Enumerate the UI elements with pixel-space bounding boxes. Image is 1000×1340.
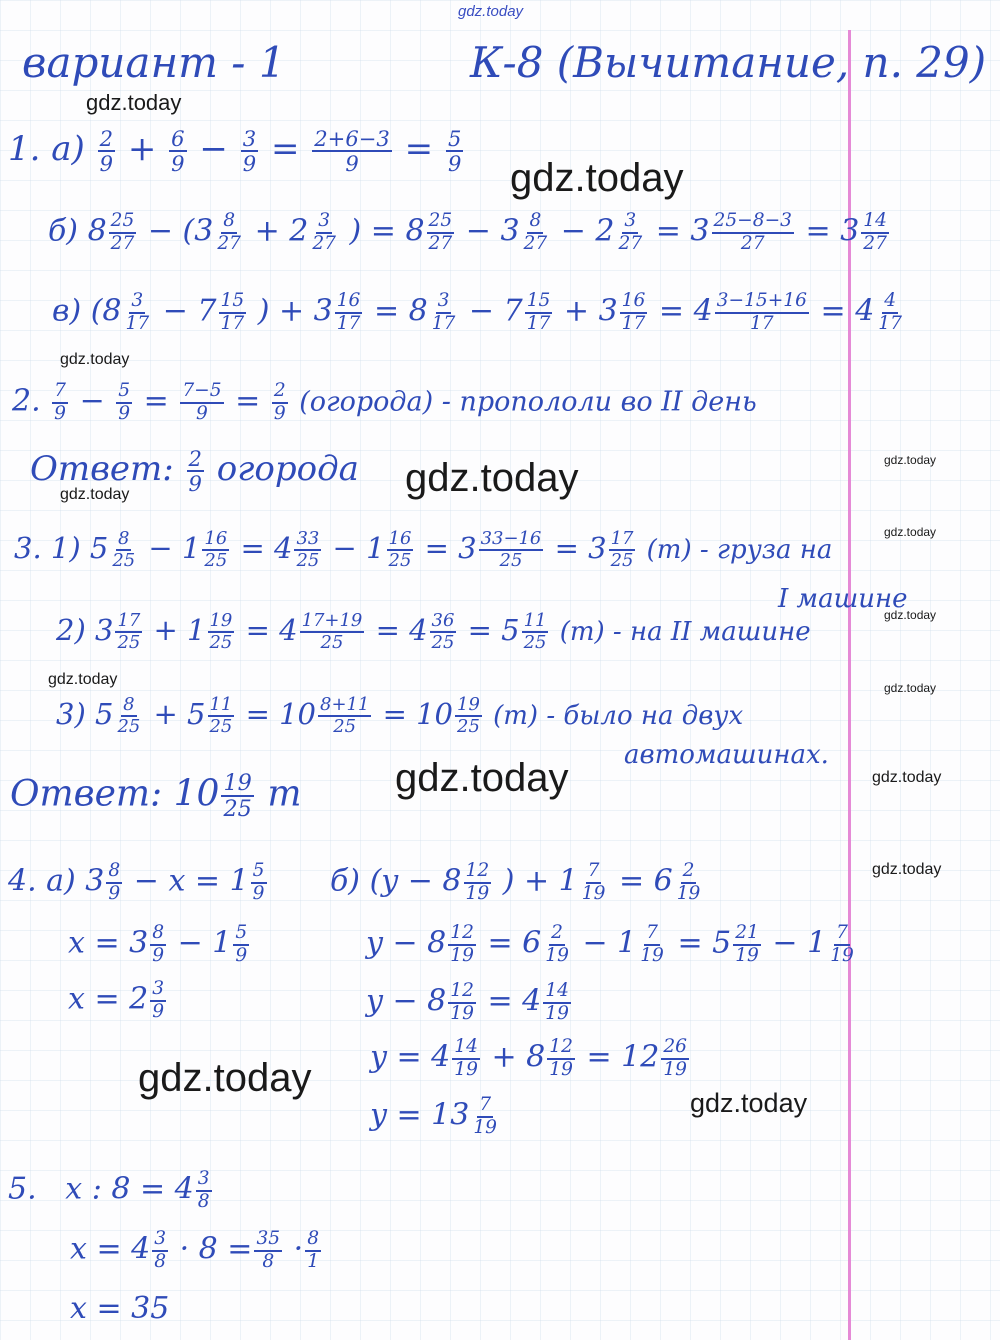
fraction: $\frac{8}{1}$ (307, 1228, 320, 1272)
fraction: $\frac{2}{19}$ (676, 860, 701, 904)
watermark: gdz.today (884, 525, 937, 539)
fraction: $\frac{8}{9}$ (152, 922, 165, 966)
task5-line2: x = 4 $\frac{3}{8}$ · 8 = $\frac{35}{8}$ · $\frac{8}{1}$ (70, 1228, 320, 1272)
task1-c-line: в) (8 $\frac{3}{17}$ − 7 $\frac{15}{17}$ ) + 3 $\frac{16}{17}$ = 8 $\frac{3}{17}$ − 7 $\frac{15}{17}$ + 3 $\frac{16}{17}$ = 4 $\frac{3-15+16}{17}$ = 4 $\frac{4}{17}$ (52, 290, 902, 334)
task4-b-line4: y = 4 $\frac{14}{19}$ + 8 $\frac{12}{19}$ = 12 $\frac{26}{19}$ (370, 1036, 687, 1080)
fraction: $\frac{35}{8}$ (256, 1228, 281, 1272)
watermark: gdz.today (60, 351, 130, 368)
watermark: gdz.today (872, 769, 942, 786)
fraction: $\frac{5}{9}$ (252, 860, 265, 904)
watermark: gdz.today (138, 1056, 312, 1100)
task1-b-line: б) 8 $\frac{25}{27}$ − (3 $\frac{8}{27}$ + 2 $\frac{3}{27}$ ) = 8 $\frac{25}{27}$ − 3 $\frac{8}{27}$ − 2 $\frac{3}{27}$ = 3 $\frac{25-8-3}{27}$ = 3 $\frac{14}{27}$ (48, 210, 887, 254)
watermark: gdz.today (690, 1088, 808, 1118)
watermark: gdz.today (884, 681, 937, 695)
task4-b-line3: y − 8 $\frac{12}{19}$ = 4 $\frac{14}{19}$ (366, 980, 569, 1024)
fraction: $\frac{8}{27}$ (217, 210, 242, 254)
fraction: $\frac{5}{9}$ (235, 922, 248, 966)
fraction: $\frac{3}{27}$ (312, 210, 336, 254)
task2-line: 2. $\frac{7}{9}$ − $\frac{5}{9}$ = $\frac{7-5}{9}$ = $\frac{2}{9}$ (огорода) - пропололи во II день (12, 380, 757, 424)
fraction: $\frac{3}{17}$ (125, 290, 150, 334)
fraction: $\frac{2}{9}$ (273, 380, 286, 424)
fraction: $\frac{5}{9}$ (447, 126, 462, 177)
fraction: $\frac{2}{9}$ (188, 446, 202, 497)
task3-line3: 3) 5 $\frac{8}{25}$ + 5 $\frac{11}{25}$ = 10 $\frac{8+11}{25}$ = 10 $\frac{19}{25}$ (т) - было на двух (56, 694, 744, 737)
task-label: 1. а) (8, 129, 85, 170)
fraction: $\frac{17}{25}$ (610, 528, 634, 571)
task2-answer: Ответ: $\frac{2}{9}$ огорода (30, 446, 359, 497)
fraction: $\frac{11}{25}$ (209, 694, 233, 737)
fraction: $\frac{8}{9}$ (108, 860, 121, 904)
fraction: $\frac{25}{27}$ (110, 210, 135, 254)
fraction: $\frac{12}{19}$ (450, 922, 474, 966)
task3-line3-cont: автомашинах. (624, 740, 829, 770)
fraction: $\frac{7}{19}$ (473, 1094, 498, 1138)
fraction: $\frac{2}{19}$ (545, 922, 569, 966)
fraction: $\frac{15}{17}$ (526, 290, 551, 334)
task5-line1: 5. x : 8 = 4 $\frac{3}{8}$ (8, 1168, 210, 1212)
fraction: $\frac{19}{25}$ (457, 694, 480, 737)
fraction: $\frac{3}{9}$ (242, 126, 257, 177)
task1-a-line: 1. а) $\frac{2}{9}$ + $\frac{6}{9}$ − $\frac{3}{9}$ = $\frac{2+6-3}{9}$ = $\frac{5}{9}$ (8, 126, 462, 177)
fraction: $\frac{6}{9}$ (171, 126, 185, 177)
task3-line1-cont: I машине (778, 584, 908, 614)
fraction: $\frac{12}{19}$ (549, 1036, 573, 1080)
fraction: $\frac{14}{27}$ (863, 210, 887, 254)
watermark: gdz.today (872, 861, 942, 878)
fraction: $\frac{3}{8}$ (197, 1168, 210, 1212)
fraction: $\frac{12}{19}$ (450, 980, 474, 1024)
fraction: $\frac{8+11}{25}$ (320, 694, 370, 737)
fraction: $\frac{8}{27}$ (523, 210, 548, 254)
fraction: $\frac{3}{17}$ (431, 290, 456, 334)
task4-b-line2: y − 8 $\frac{12}{19}$ = 6 $\frac{2}{19}$ − 1 $\frac{7}{19}$ = 5 $\frac{21}{19}$ − 1 $\frac{7}{19}$ (366, 922, 854, 966)
work-title: К-8 (Вычитание, п. 29) (470, 38, 987, 87)
fraction: $\frac{3-15+16}{17}$ (716, 290, 807, 334)
task3-answer: Ответ: 10 $\frac{19}{25}$ т (10, 770, 302, 823)
task3-line2: 2) 3 $\frac{17}{25}$ + 1 $\frac{19}{25}$ = 4 $\frac{17+19}{25}$ = 4 $\frac{36}{25}$ = 5 $\frac{11}{25}$ (т) - на II машине (56, 610, 811, 653)
fraction: $\frac{11}{25}$ (523, 610, 547, 653)
watermark: gdz.today (405, 456, 579, 500)
fraction: $\frac{16}{17}$ (336, 290, 361, 334)
fraction: $\frac{3}{9}$ (152, 978, 165, 1022)
fraction: $\frac{16}{25}$ (388, 528, 412, 571)
fraction: $\frac{26}{19}$ (663, 1036, 687, 1080)
fraction: $\frac{19}{25}$ (209, 610, 233, 653)
fraction: $\frac{17+19}{25}$ (301, 610, 363, 653)
fraction: $\frac{12}{19}$ (465, 860, 490, 904)
watermark: gdz.today (86, 90, 182, 115)
fraction: $\frac{8}{25}$ (117, 694, 141, 737)
fraction: $\frac{2+6-3}{9}$ (314, 126, 390, 177)
watermark: gdz.today (884, 608, 937, 622)
watermark: gdz.today (60, 486, 130, 503)
fraction: $\frac{3}{8}$ (154, 1228, 167, 1272)
watermark: gdz.today (884, 453, 937, 467)
variant-title: вариант - 1 (22, 38, 286, 87)
task4-a-line2: x = 3 $\frac{8}{9}$ − 1 $\frac{5}{9}$ (68, 922, 248, 966)
task4-a-line1: 4. а) 3 $\frac{8}{9}$ − x = 1 $\frac{5}{9}$ (8, 860, 265, 904)
fraction: $\frac{5}{9}$ (118, 380, 131, 424)
watermark: gdz.today (395, 756, 569, 800)
fraction: $\frac{16}{25}$ (204, 528, 228, 571)
fraction: $\frac{25-8-3}{27}$ (713, 210, 792, 254)
fraction: $\frac{7}{19}$ (640, 922, 664, 966)
fraction: $\frac{17}{25}$ (117, 610, 141, 653)
fraction: $\frac{21}{19}$ (735, 922, 759, 966)
task5-line3: x = 35 (70, 1291, 170, 1326)
watermark: gdz.today (48, 671, 118, 688)
watermark: gdz.today (510, 156, 684, 200)
fraction: $\frac{2}{9}$ (99, 126, 114, 177)
fraction: $\frac{19}{25}$ (223, 770, 252, 823)
fraction: $\frac{33-16}{25}$ (480, 528, 542, 571)
fraction: $\frac{7}{19}$ (830, 922, 854, 966)
task4-a-line3: x = 2 $\frac{3}{9}$ (68, 978, 165, 1022)
watermark-top: gdz.today (458, 3, 524, 20)
fraction: $\frac{3}{27}$ (618, 210, 643, 254)
task4-b-line1: б) (y − 8 $\frac{12}{19}$ ) + 1 $\frac{7}{19}$ = 6 $\frac{2}{19}$ (330, 860, 701, 904)
fraction: $\frac{15}{17}$ (220, 290, 245, 334)
fraction: $\frac{25}{27}$ (428, 210, 453, 254)
task4-b-line5: y = 13 $\frac{7}{19}$ (370, 1094, 498, 1138)
fraction: $\frac{7-5}{9}$ (182, 380, 222, 424)
fraction: $\frac{7}{19}$ (581, 860, 606, 904)
task3-line1: 3. 1) 5 $\frac{8}{25}$ − 1 $\frac{16}{25}$ = 4 $\frac{33}{25}$ − 1 $\frac{16}{25}$ = 3 $\frac{33-16}{25}$ = 3 $\frac{17}{25}$ (т) - груза на (14, 528, 833, 571)
fraction: $\frac{36}{25}$ (431, 610, 455, 653)
fraction: $\frac{16}{17}$ (621, 290, 646, 334)
fraction: $\frac{14}{19}$ (454, 1036, 478, 1080)
fraction: $\frac{14}{19}$ (545, 980, 569, 1024)
fraction: $\frac{8}{25}$ (112, 528, 136, 571)
fraction: $\frac{4}{17}$ (878, 290, 902, 334)
fraction: $\frac{7}{9}$ (54, 380, 67, 424)
fraction: $\frac{33}{25}$ (296, 528, 320, 571)
